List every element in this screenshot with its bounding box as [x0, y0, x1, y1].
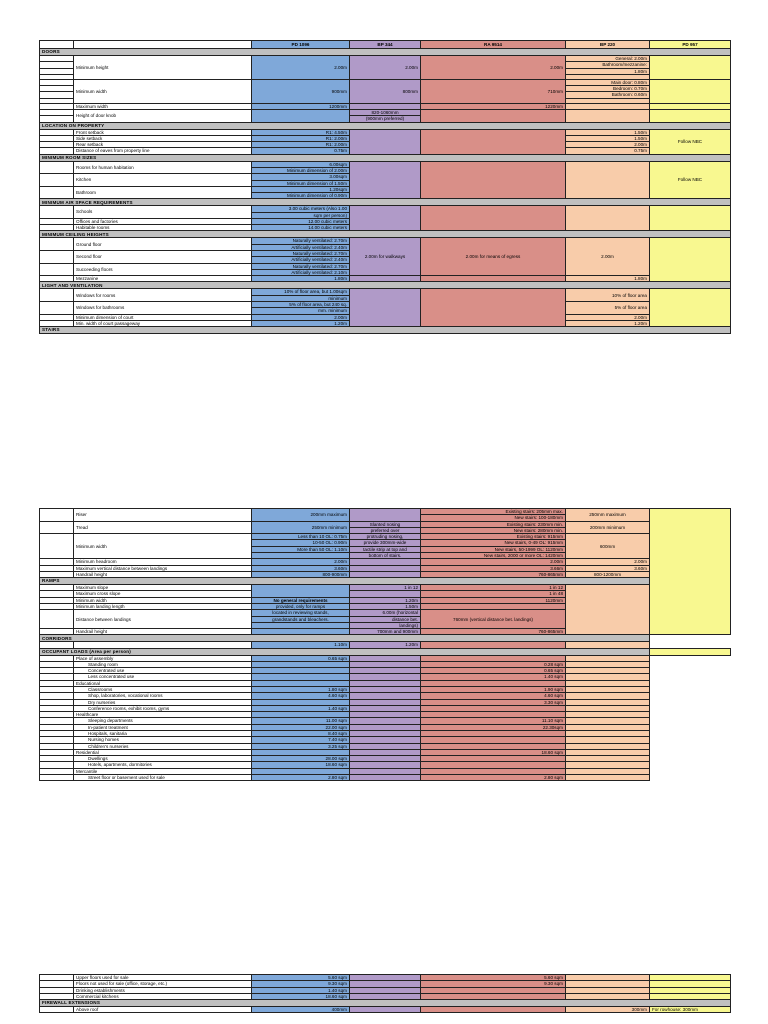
cell-value: 820-1060mm	[350, 109, 421, 115]
cell-value: Artificially ventilated: 2.40m	[252, 257, 350, 263]
row-label: Ground floor	[74, 238, 252, 251]
cell-value: 3.66m	[421, 565, 566, 571]
row-label: Handrail height	[74, 571, 252, 577]
section-firewall: FIREWALL EXTENSIONS	[40, 1000, 731, 1007]
cell-value: 1.10m	[252, 642, 350, 648]
cell-value: Slanted nosing	[350, 521, 421, 527]
cell-value: 760-865mm	[421, 629, 566, 635]
cell-value: Existing stairs: 915mm	[421, 534, 566, 540]
cell-value: 3.00sqm	[252, 174, 350, 180]
cell-value: 0.75m	[566, 148, 650, 154]
row-label: Minimum dimension of court	[74, 314, 252, 320]
row-label: Offices and factories	[74, 218, 252, 224]
cell-value: sqm per person)	[252, 212, 350, 218]
cell-value: 2.00m	[566, 314, 650, 320]
row-label: Classrooms	[74, 687, 252, 693]
section-corridors: CORRIDORS	[40, 635, 650, 642]
code-comparison-table-2	[39, 508, 731, 781]
cell-value: 2.00m	[252, 56, 350, 80]
cell-value: 800-1200mm	[566, 571, 650, 577]
cell-value: 5% of floor area	[566, 302, 650, 315]
cell-value: 5.60 sqm	[421, 975, 566, 981]
section-occupant-loads: OCCUPANT LOADS (Area per person)	[40, 648, 650, 655]
occupant-load-rows-cont	[40, 975, 731, 1000]
row-label: Bathroom	[74, 186, 252, 199]
cell-value: 1.50m	[566, 129, 650, 135]
cell-value: 2.00m	[252, 314, 350, 320]
cell-value: 11.00 sqm	[252, 718, 350, 724]
section-ramps: RAMPS	[40, 578, 650, 585]
row-label: Children's nurseries	[74, 743, 252, 749]
cell-value: 2.00m	[252, 559, 350, 565]
header-blank	[74, 41, 252, 49]
row-label: Sleeping departments	[74, 718, 252, 724]
col-header-pd957: PD 957	[650, 41, 731, 49]
cell-value: preferred over	[350, 527, 421, 533]
cell-value: 4.60 sqm	[421, 693, 566, 699]
cell-value: 2.00m for walkways	[350, 238, 421, 276]
cell-value: Minimum dimension of 2.00m	[252, 167, 350, 173]
cell-value: Naturally ventilated: 2.70m	[252, 238, 350, 244]
cell-value: bottom of stairs.	[350, 552, 421, 558]
cell-value: 200mm maximum	[252, 509, 350, 522]
cell-value: 5.60 sqm	[252, 975, 350, 981]
cell-value: More than 50 OL: 1.10m	[252, 546, 350, 552]
row-label: Second floor	[74, 251, 252, 264]
cell-value: 1120mm	[421, 597, 566, 603]
row-label: Front setback	[74, 129, 252, 135]
cell-value: protruding nosing,	[350, 534, 421, 540]
cell-value: 12.00 cubic meters	[252, 218, 350, 224]
cell-value: 2.00m	[566, 238, 650, 276]
occupant-row	[40, 774, 731, 780]
row-label: Nursing homes	[74, 737, 252, 743]
cell-value: 22.30sqm	[421, 724, 566, 730]
section-room-sizes: MINIMUM ROOM SIZES	[40, 154, 731, 161]
cell-value: 0.75m	[252, 148, 350, 154]
row-label: Riser	[74, 509, 252, 522]
header-row	[40, 41, 731, 49]
cell-value: 250mm maximum	[566, 509, 650, 522]
cell-value: 2.80 sqm	[421, 774, 566, 780]
section-ceiling: MINIMUM CEILING HEIGHTS	[40, 231, 731, 238]
row-label: Mezzanine	[74, 276, 252, 282]
section-location: LOCATION ON PROPERTY	[40, 122, 731, 129]
cell-value: 3.30 sqm	[421, 699, 566, 705]
row-label: Conference rooms, exhibit rooms, gyms	[74, 705, 252, 711]
row-label: Less concentrated use	[74, 674, 252, 680]
cell-value: R1: 2.00m	[252, 135, 350, 141]
cell-value: 1.40 sqm	[421, 674, 566, 680]
row-label: Drinking establishments	[74, 987, 252, 993]
cell-value: 3.60m	[252, 565, 350, 571]
cell-value: 3.60m	[566, 565, 650, 571]
row-label: Mercantile	[74, 768, 252, 774]
cell-value: Existing stairs: 205mm max.	[421, 509, 566, 515]
cell-value: 1.20m	[252, 320, 350, 326]
cell-value: 1.80 sqm	[252, 687, 350, 693]
blank-cell	[40, 774, 74, 780]
row-label: Minimum height	[74, 56, 252, 80]
cell-value: 1 in 12	[350, 585, 421, 591]
cell-value: 800mm	[350, 79, 421, 103]
cell-value: 0.65 sqm	[252, 655, 350, 661]
cell-value: landings)	[350, 622, 421, 628]
cell-value: New stairs: 280mm min.	[421, 527, 566, 533]
occupant-load-rows	[40, 655, 731, 781]
cell-value: 18.60 sqm	[252, 993, 350, 999]
row-label: Distance between landings	[74, 610, 252, 629]
cell-value: 11.10 sqm	[421, 718, 566, 724]
cell-value: 1200mm	[252, 103, 350, 109]
cell-value: 1.20m	[350, 597, 421, 603]
cell-value: Naturally ventilated: 2.70m	[252, 263, 350, 269]
row-label: Windows for rooms	[74, 289, 252, 302]
cell-value: For rowhouse: 300mm	[650, 1007, 731, 1013]
cell-value: 3.00 cubic meters (Also 1.00	[252, 206, 350, 212]
cell-value: 1.50m	[350, 603, 421, 609]
row-label: Healthcare	[74, 712, 252, 718]
cell-value: New stairs, 50-1999 OL: 1120mm	[421, 546, 566, 552]
cell-value: 760-865mm	[421, 571, 566, 577]
row-label: Dwellings	[74, 756, 252, 762]
row-label: Kitchen	[74, 174, 252, 187]
cell-value: 2.00m	[350, 56, 421, 80]
cell-value: 22.00 sqm	[252, 724, 350, 730]
row-label: Windows for bathrooms	[74, 302, 252, 315]
cell-value: 7.40 sqm	[252, 737, 350, 743]
cell-value: mm. minimum	[252, 308, 350, 314]
cell-value: 1.40 sqm	[252, 705, 350, 711]
row-label: Concentrated use	[74, 668, 252, 674]
col-header-ra9514: RA 9514	[421, 41, 566, 49]
row-label: Place of assembly	[74, 655, 252, 661]
cell-value: Minimum dimension of 1.50m	[252, 180, 350, 186]
cell-value: 1.50m	[566, 135, 650, 141]
cell-value: 0.65 sqm	[421, 668, 566, 674]
row-label: Tread	[74, 521, 252, 534]
cell-value: Bathroom/mezzanine:	[566, 62, 650, 68]
section-light: LIGHT AND VENTILATION	[40, 282, 731, 289]
cell-value: 10% of floor area, but 1.00sqm	[252, 289, 350, 295]
cell-value: Less than 10 OL: 0.75m	[252, 534, 350, 540]
cell-value: R1: 2.00m	[252, 142, 350, 148]
cell-value: grandstands and bleachers.	[252, 616, 350, 622]
cell-value: 2.00m for means of egress	[421, 238, 566, 276]
row-label: Height of door knob	[74, 109, 252, 122]
cell-value: 2.00m	[421, 559, 566, 565]
row-label: Minimum width	[74, 79, 252, 103]
cell-value: 1.40 sqm	[252, 987, 350, 993]
blank-cell	[566, 774, 650, 780]
col-header-pd1096: PD 1096	[252, 41, 350, 49]
cell-value: Main door: 0.80m	[566, 79, 650, 85]
cell-value: Follow NBC	[650, 161, 731, 199]
row-label: Minimum landing length	[74, 603, 252, 609]
cell-value: 1 in 48	[421, 591, 566, 597]
cell-value: General: 2.00m	[566, 56, 650, 62]
row-label: Side setback	[74, 135, 252, 141]
cell-value: Existing stairs: 230mm min.	[421, 521, 566, 527]
cell-value: distance bet.	[350, 616, 421, 622]
cell-value: Artificially ventilated: 2.10m	[252, 269, 350, 275]
header-blank	[40, 41, 74, 49]
cell-value: 1.20sqm	[252, 186, 350, 192]
row-label: Rooms for human habitation	[74, 161, 252, 174]
cell-value: 5% of floor area, but 240 sq.	[252, 302, 350, 308]
row-label: Floors not used for sale (office, storage, etc.)	[74, 981, 252, 987]
cell-value: New stairs: 100-180mm	[421, 515, 566, 521]
cell-value: 2.80 sqm	[252, 774, 350, 780]
cell-value: 9.30 sqm	[421, 981, 566, 987]
cell-value: 300mm	[566, 1007, 650, 1013]
row-label: Dry nurseries	[74, 699, 252, 705]
cell-value: Artificially ventilated: 2.40m	[252, 244, 350, 250]
row-label: Handrail height	[74, 629, 252, 635]
row-label: Maximum cross slope	[74, 591, 252, 597]
cell-value: 400mm	[252, 1007, 350, 1013]
cell-value: 1.80m	[252, 276, 350, 282]
row-label: Maximum vertical distance between landings	[74, 565, 252, 571]
cell-value: R1: 4.50m	[252, 129, 350, 135]
row-label: Maximum width	[74, 103, 252, 109]
cell-value: 18.60 sqm	[252, 762, 350, 768]
cell-value: 710mm	[421, 79, 566, 103]
row-label: Standing room	[74, 661, 252, 667]
cell-value: No general requirements	[252, 597, 350, 603]
row-label: Residential	[74, 749, 252, 755]
cell-value: provide 300mm-wide	[350, 540, 421, 546]
cell-value: located in reviewing stands,	[252, 610, 350, 616]
cell-value: minimum	[252, 295, 350, 301]
cell-value: 1.20m	[566, 320, 650, 326]
cell-value: 0.28 sqm	[421, 661, 566, 667]
row-label: Schools	[74, 206, 252, 219]
row-label: Upper floors used for sale	[74, 975, 252, 981]
cell-value: 600mm	[566, 534, 650, 559]
cell-value: 700mm and 900mm	[350, 629, 421, 635]
code-comparison-table-1	[39, 40, 731, 334]
cell-value: 2.00m	[421, 56, 566, 80]
col-header-bp220: BP 220	[566, 41, 650, 49]
cell-value: Minimum dimension of 0.90m	[252, 193, 350, 199]
cell-value: 1.20m	[350, 642, 421, 648]
cell-value: (900mm preferred)	[350, 116, 421, 122]
row-label: Rear setback	[74, 142, 252, 148]
cell-value: New stairs, 0-49 OL: 915mm	[421, 540, 566, 546]
col-header-bp344: BP 344	[350, 41, 421, 49]
cell-value: 10-50 OL: 0.90m	[252, 540, 350, 546]
cell-value: provided, only for ramps	[252, 603, 350, 609]
cell-value: 8.40 sqm	[252, 731, 350, 737]
row-label: In-patient treatment	[74, 724, 252, 730]
row-label: Commercial kitchens	[74, 993, 252, 999]
cell-value: 1.80m	[566, 68, 650, 74]
cell-value: 3.25 sqm	[252, 743, 350, 749]
cell-value: tactile strip at top and	[350, 546, 421, 552]
cell-value: 2.00m	[566, 142, 650, 148]
cell-value: Bedroom: 0.70m	[566, 86, 650, 92]
cell-value: 14.00 cubic meters	[252, 225, 350, 231]
row-label: Succeeding floors	[74, 263, 252, 276]
cell-value: 900mm	[252, 79, 350, 103]
row-label: Minimum headroom	[74, 559, 252, 565]
row-label: Distance of eaves from property line	[74, 148, 252, 154]
row-label: Street floor or basement used for sale	[74, 774, 252, 780]
row-label: Habitable rooms	[74, 225, 252, 231]
row-label: Shop, laboratories, vocational rooms	[74, 693, 252, 699]
cell-value: 200mm minimum	[566, 521, 650, 534]
cell-value: 800-900mm	[252, 571, 350, 577]
row-label: Min. width of court passageway	[74, 320, 252, 326]
code-comparison-table-3	[39, 974, 731, 1013]
row-label: Minimum width	[74, 534, 252, 559]
cell-value: 9.30 sqm	[252, 981, 350, 987]
row-label: Minimum width	[74, 597, 252, 603]
cell-value: Bathroom: 0.60m	[566, 92, 650, 98]
cell-value: Follow NBC	[650, 129, 731, 154]
row-label: Educational	[74, 680, 252, 686]
section-doors: DOORS	[40, 49, 731, 56]
row-label: Hospitals, sanitaria	[74, 731, 252, 737]
cell-value: 10% of floor area	[566, 289, 650, 302]
row-label: Maximum slope	[74, 585, 252, 591]
cell-value: 760mm (vertical distance bet. landings)	[421, 610, 566, 629]
section-stairs: STAIRS	[40, 327, 731, 334]
cell-value: 1.80m	[566, 276, 650, 282]
cell-value: 4.60 sqm	[252, 693, 350, 699]
blank-cell	[350, 774, 421, 780]
row-label: Above roof	[74, 1007, 252, 1013]
cell-value: 18.60 sqm	[421, 749, 566, 755]
cell-value: 1.90 sqm	[421, 687, 566, 693]
cell-value: 250mm minimum	[252, 521, 350, 534]
cell-value: 1 in 12	[421, 585, 566, 591]
cell-value: 6.00m (horizontal	[350, 610, 421, 616]
cell-value: 1220mm	[421, 103, 566, 109]
cell-value: 2.00m	[566, 559, 650, 565]
cell-value: 28.00 sqm	[252, 756, 350, 762]
cell-value: 6.00sqm	[252, 161, 350, 167]
section-air-space: MINIMUM AIR SPACE REQUIREMENTS	[40, 199, 731, 206]
cell-value: Naturally ventilated: 2.70m	[252, 251, 350, 257]
row-label: Hotels, apartments, dormitories	[74, 762, 252, 768]
cell-value: New stairs, 2000 or more OL: 1420mm	[421, 552, 566, 558]
